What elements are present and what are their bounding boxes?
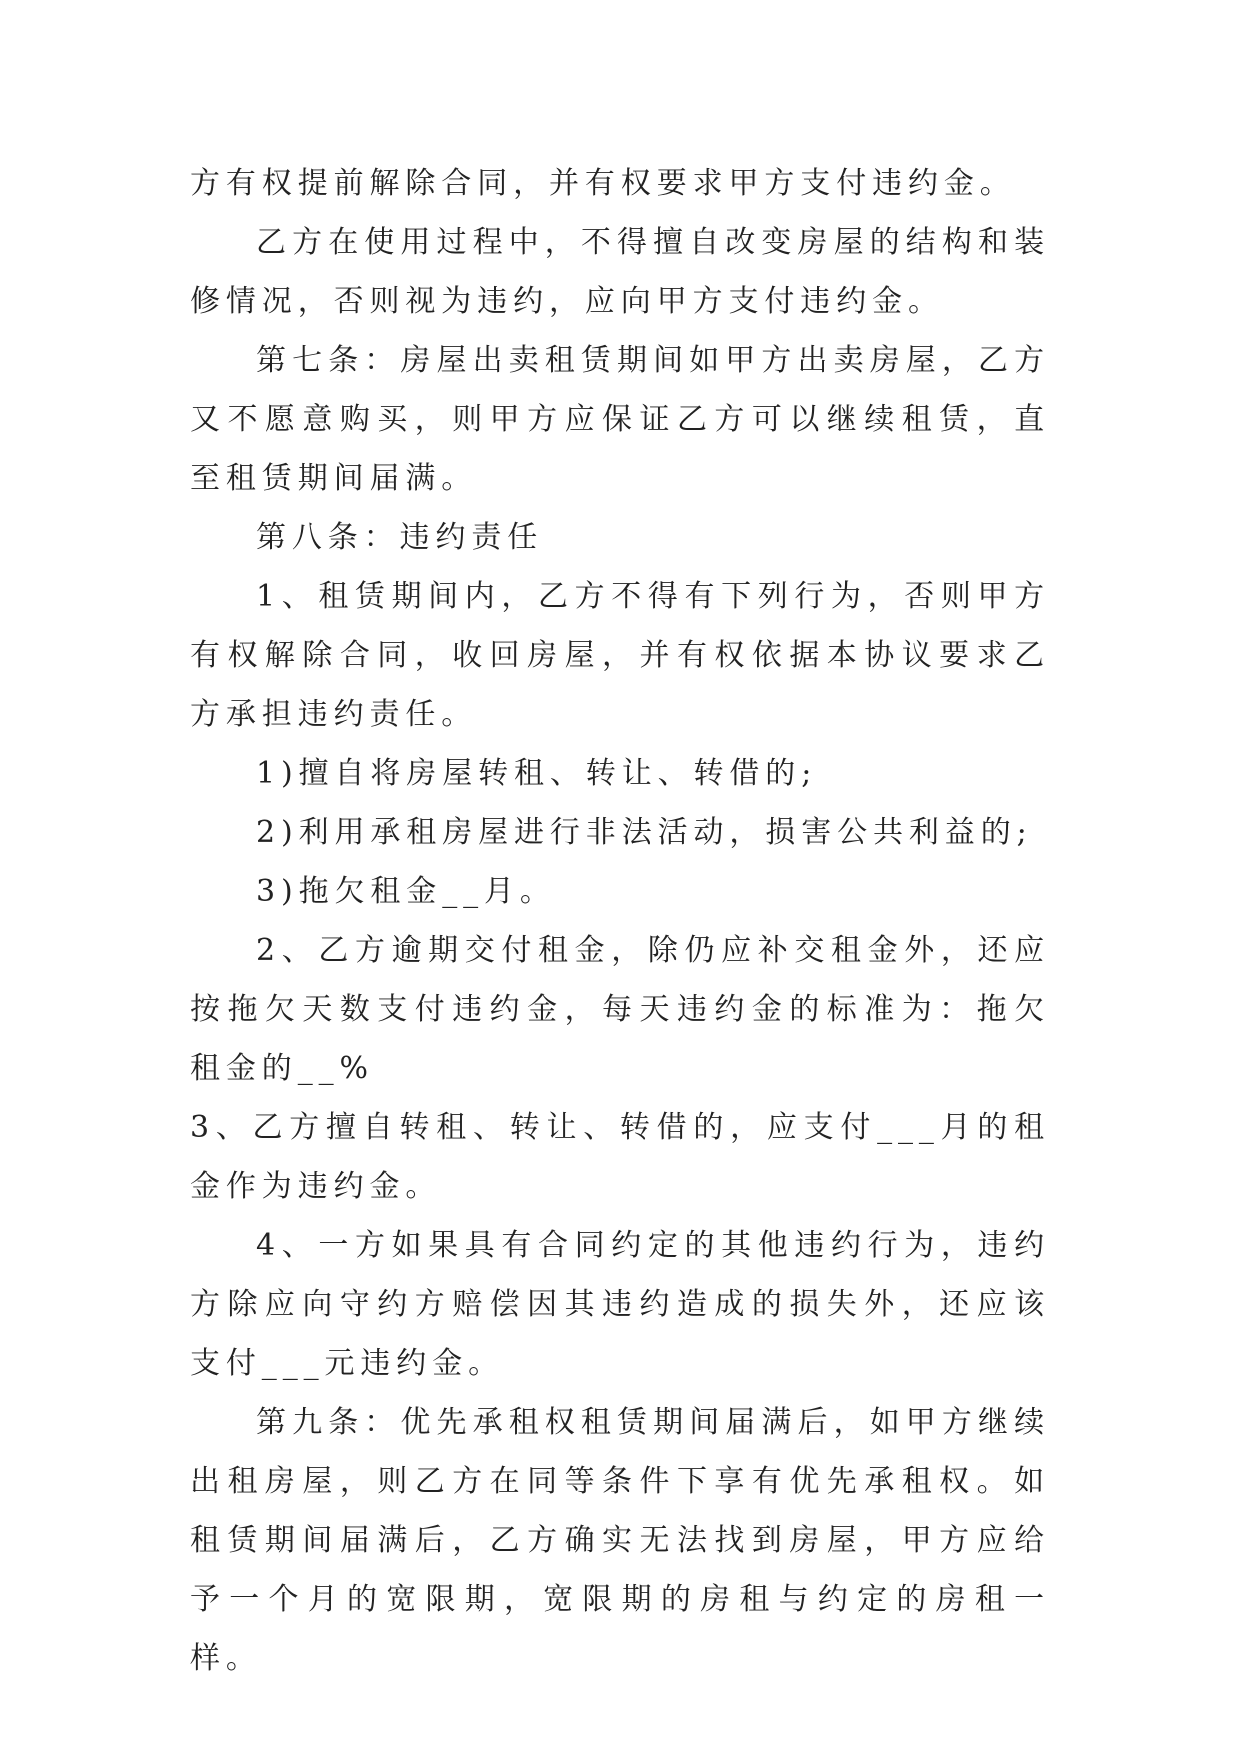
paragraph-continuation: 方有权提前解除合同，并有权要求甲方支付违约金。: [190, 166, 1016, 201]
article-8-item-1: 1、租赁期间内，乙方不得有下列行为，否则甲方有权解除合同，收回房屋，并有权依据本协议要求乙方承担违约责任。: [190, 579, 1050, 732]
article-8-item-2: 2、乙方逾期交付租金，除仍应补交租金外，还应按拖欠天数支付违约金，每天违约金的标准为：拖欠租金的__%: [190, 933, 1050, 1086]
document-page: [190, 154, 1050, 1688]
article-8-subitem-3: 3)拖欠租金__月。: [256, 874, 556, 909]
paragraph-alteration-clause: 乙方在使用过程中，不得擅自改变房屋的结构和装修情况，否则视为违约，应向甲方支付违约金。: [190, 225, 1050, 319]
article-7: 第七条：房屋出卖租赁期间如甲方出卖房屋，乙方又不愿意购买，则甲方应保证乙方可以继续租赁，直至租赁期间届满。: [190, 343, 1050, 496]
article-9: 第九条：优先承租权租赁期间届满后，如甲方继续出租房屋，则乙方在同等条件下享有优先承租权。如租赁期间届满后，乙方确实无法找到房屋，甲方应给予一个月的宽限期，宽限期的房租与约定的房租一样。: [190, 1405, 1050, 1676]
article-8-item-3: 3、乙方擅自转租、转让、转借的，应支付___月的租金作为违约金。: [190, 1110, 1050, 1204]
article-8-subitem-1: 1)擅自将房屋转租、转让、转借的;: [256, 756, 818, 791]
article-8-heading: 第八条：违约责任: [256, 520, 544, 555]
article-8-item-4: 4、一方如果具有合同约定的其他违约行为，违约方除应向守约方赔偿因其违约造成的损失外，还应该支付___元违约金。: [190, 1228, 1050, 1381]
article-8-subitem-2: 2)利用承租房屋进行非法活动，损害公共利益的;: [256, 815, 1033, 850]
